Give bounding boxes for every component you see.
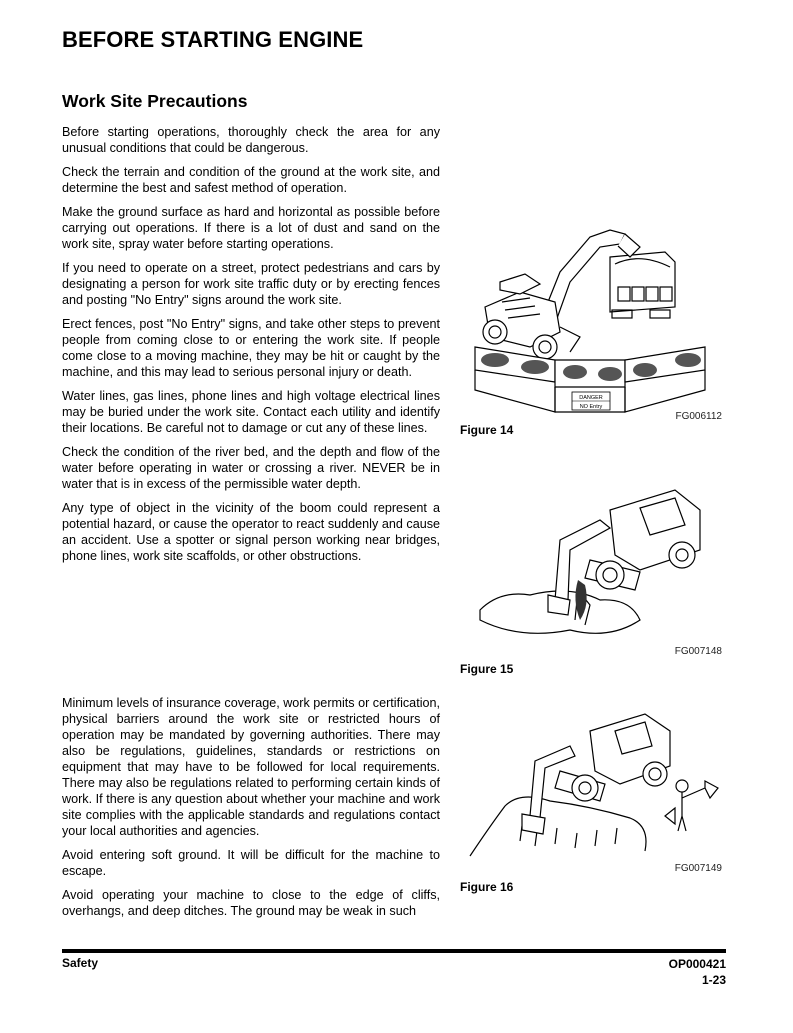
paragraph: Before starting operations, thoroughly check the area for any unusual conditions that could be dangerous. <box>62 125 440 155</box>
excavator-cliff-edge-illustration-icon <box>460 706 722 861</box>
figure-code: FG007148 <box>674 646 722 657</box>
danger-sign <box>572 392 610 410</box>
paragraph: Avoid entering soft ground. It will be difficult for the machine to escape. <box>62 848 440 878</box>
no-entry-sign-text: NO Entry <box>579 404 603 410</box>
footer-doc-code: OP000421 <box>668 957 726 971</box>
text-column-lower <box>62 695 440 927</box>
page-title: BEFORE STARTING ENGINE <box>62 27 364 52</box>
figure-code: FG006112 <box>675 411 722 422</box>
text-column-upper <box>62 124 440 572</box>
excavator-digging-illustration-icon <box>460 480 722 645</box>
paragraph: If you need to operate on a street, protect pedestrians and cars by designating a person for work site traffic duty or by erecting fences and posting "No Entry" signs around the work site. <box>62 261 440 307</box>
figure-caption: Figure 16 <box>460 880 514 894</box>
paragraph: Check the condition of the river bed, and the depth and flow of the water before operating in water or crossing a river. NEVER be in water that is in excess of the permissible water depth. <box>62 445 440 491</box>
figure-code: FG007149 <box>674 863 722 874</box>
excavator-fence-illustration-icon <box>460 212 722 417</box>
section-title: Work Site Precautions <box>62 91 248 111</box>
footer-divider <box>62 949 726 953</box>
paragraph: Erect fences, post "No Entry" signs, and take other steps to prevent people from coming close to or entering the work site. If people come close to a moving machine, they may be hit or caught by the machine, and this may lead to serious personal injury or death. <box>62 317 440 379</box>
paragraph: Avoid operating your machine to close to the edge of cliffs, overhangs, and deep ditches. The ground may be weak in such <box>62 888 440 918</box>
figure-caption: Figure 14 <box>460 423 514 437</box>
figure-15 <box>460 480 722 680</box>
paragraph: Any type of object in the vicinity of the boom could represent a potential hazard, or cause the operator to react suddenly and cause an accident. Use a spotter or signal person working near bridges, phone lines, work site scaffolds, or other obstructions. <box>62 501 440 563</box>
paragraph: Minimum levels of insurance coverage, work permits or certification, physical barriers around the work site or restricted hours of operation may be mandated by governing authorities. There may also be regulations, guidelines, standards or restrictions on equipment that may have to be followed for local requirements. There may also be regulations related to performing certain kinds of work. If there is any question about whether your machine and work site complies with the applicable standards and regulations contact your local authorities and agencies. <box>62 696 440 838</box>
danger-sign-text: DANGER <box>579 395 603 401</box>
figure-caption: Figure 15 <box>460 662 514 676</box>
footer-section-label: Safety <box>62 956 99 970</box>
footer-page-number: 1-23 <box>701 973 726 987</box>
footer-page-info <box>669 956 726 988</box>
paragraph: Check the terrain and condition of the ground at the work site, and determine the best and safest method of operation. <box>62 165 440 195</box>
figure-14 <box>460 212 722 440</box>
figure-16 <box>460 706 722 901</box>
paragraph: Make the ground surface as hard and horizontal as possible before carrying out operations. If there is a lot of dust and sand on the work site, spray water before starting operations. <box>62 205 440 251</box>
paragraph: Water lines, gas lines, phone lines and high voltage electrical lines may be buried under the work site. Contact each utility and identify their locations. Be careful not to damage or cut any of these lines. <box>62 389 440 435</box>
